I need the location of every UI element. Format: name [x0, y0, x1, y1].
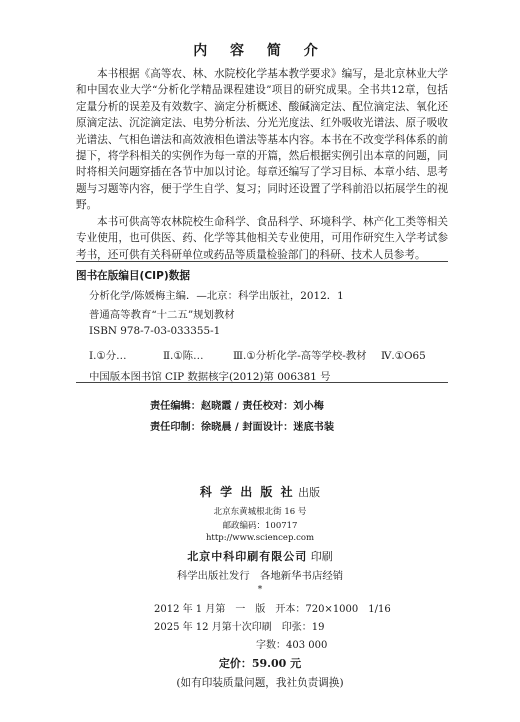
cip-class-4: Ⅳ.①O65	[381, 350, 426, 362]
cip-classification-line	[89, 347, 426, 362]
intro-paragraph-1: 本书根据《高等农、林、水院校化学基本教学要求》编写，是北京林业大学和中国农业大学“分析化学精品课程建设”项目的研究成果。全书共12章，包括定量分析的误差及有效数字、滴定分析概述、酸碱滴定法、配位滴定法、氧化还原滴定法、沉淀滴定法、电势分析法、分光光度法、红外吸收光谱法、原子吸收光谱法、气相色谱法和高效液相色谱法等基本内容。本书在不改变学科体系的前提下，将学科相关的实例作为每一章的开篇，然后根据实例引出本章的问题，同时将相关问题穿插在各节中加以讨论。每章还编写了学习目标、本章小结、思考题与习题等内容，便于学生自学、复习；同时还设置了学科前沿以拓展学生的视野。	[76, 68, 448, 212]
cip-title-line: 分析化学/陈媛梅主编．—北京：科学出版社，2012．1	[89, 290, 344, 302]
word-count: 字数：403 000	[256, 640, 328, 651]
publisher-postcode: 邮政编码：100717	[222, 521, 298, 531]
cip-class-2: Ⅱ.①陈…	[163, 350, 204, 362]
publisher-line	[0, 483, 520, 500]
publisher-website: http://www.sciencep.com	[205, 533, 315, 543]
printer-suffix: 印刷	[310, 550, 333, 563]
divider-top	[76, 261, 448, 262]
printer-line	[0, 548, 520, 564]
price: 定价：59.00 元	[218, 657, 302, 670]
publisher-address: 北京东黄城根北街 16 号	[213, 507, 307, 517]
cip-class-3: Ⅲ.①分析化学-高等学校-教材	[233, 350, 367, 362]
edition-line: 2012 年 1 月第 一 版 开本：720×1000 1/16	[154, 604, 391, 615]
cip-heading: 图书在版编目(CIP)数据	[76, 270, 190, 282]
divider-bottom	[76, 382, 448, 383]
page-title: 内 容 简 介	[193, 43, 327, 59]
printer-name: 北京中科印刷有限公司	[187, 550, 308, 563]
cip-class-1: Ⅰ.①分…	[89, 350, 127, 362]
editors-credit: 责任编辑：赵晓霞 / 责任校对：刘小梅	[150, 400, 324, 412]
printing-line: 2025 年 12 月第十次印刷 印张：19	[154, 622, 325, 633]
separator-star: *	[257, 585, 263, 595]
publisher-name: 科 学 出 版 社	[199, 485, 295, 499]
publisher-suffix: 出版	[298, 486, 321, 499]
production-credit: 责任印制：徐晓晨 / 封面设计：迷底书装	[150, 421, 334, 433]
distribution-line: 科学出版社发行 各地新华书店经销	[176, 570, 344, 582]
quality-note: (如有印装质量问题，我社负责调换)	[176, 677, 344, 689]
intro-paragraph-2: 本书可供高等农林院校生命科学、食品科学、环境科学、林产化工类等相关专业使用，也可供医、药、化学等其他相关专业使用，可用作研究生入学考试参考书，还可供有关科研单位或药品等质量检验部门的科研、技术人员参考。	[76, 216, 448, 261]
cip-number-line: 中国版本图书馆 CIP 数据核字(2012)第 006381 号	[89, 371, 331, 383]
cip-series-line: 普通高等教育“十二五”规划教材	[89, 309, 235, 321]
cip-isbn-line: ISBN 978-7-03-033355-1	[89, 325, 221, 337]
